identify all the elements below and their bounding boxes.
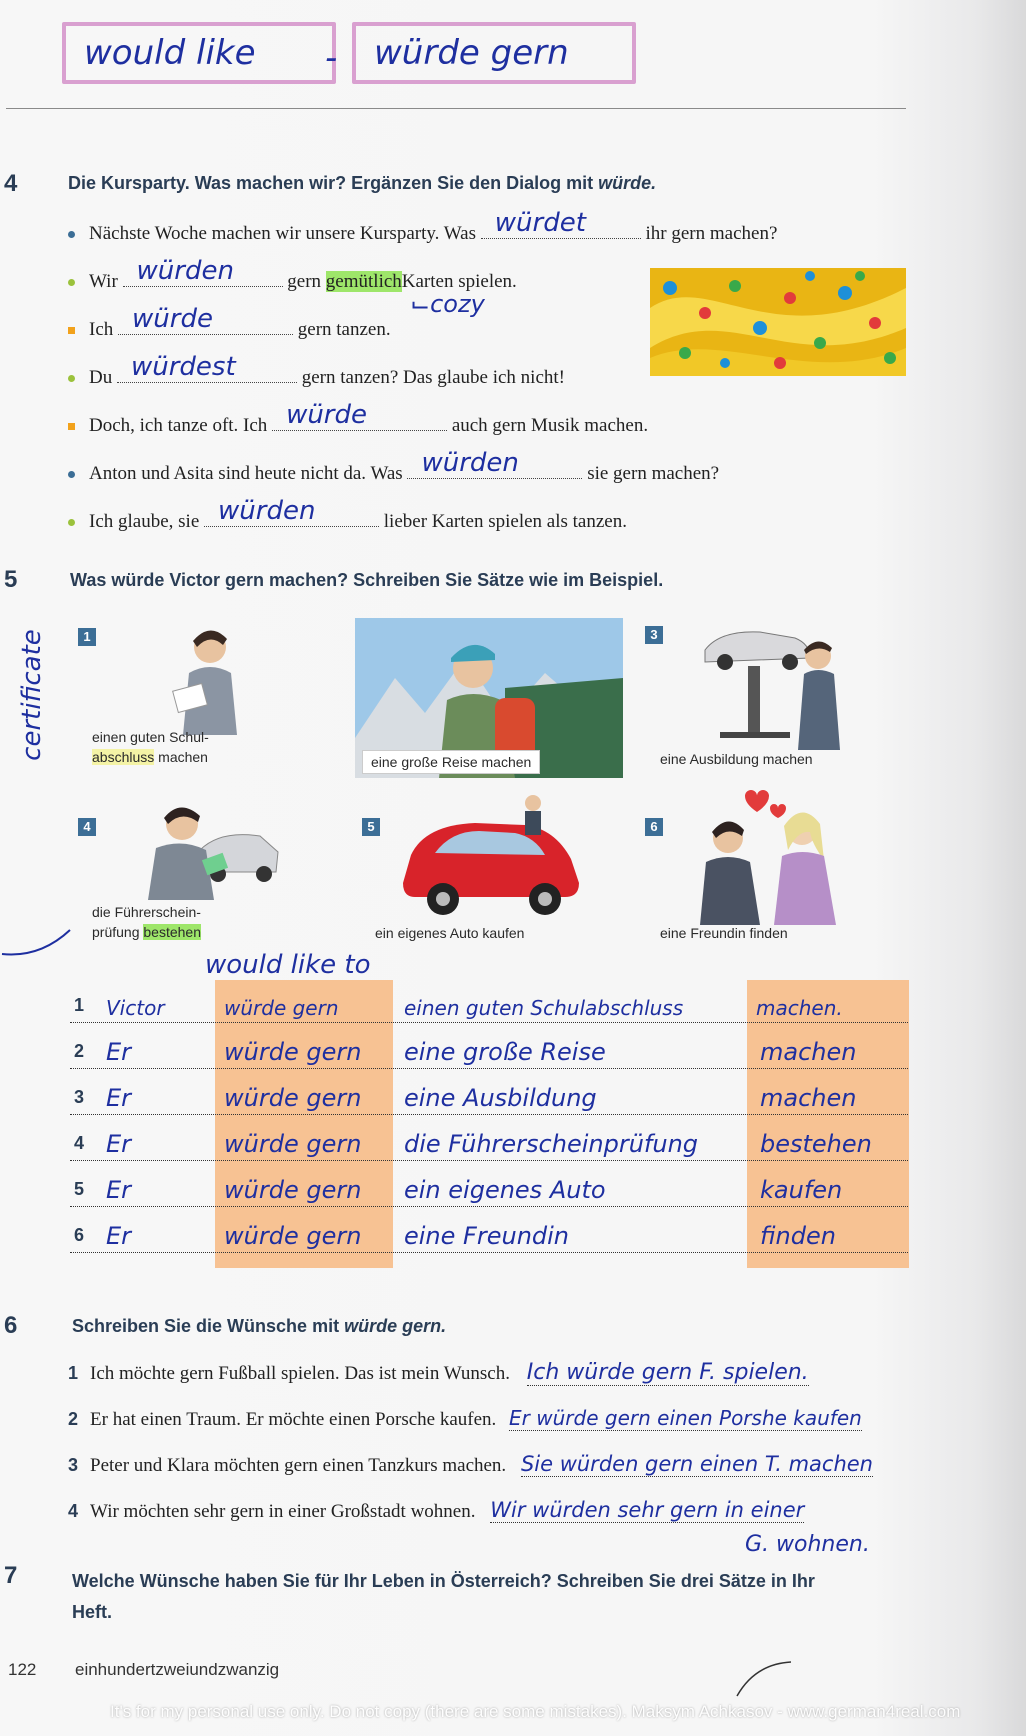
dialog-line-4: Du würdest gern tanzen? Das glaube ich nicht! bbox=[68, 362, 565, 389]
bullet-orange bbox=[68, 423, 75, 430]
bullet-green bbox=[68, 279, 75, 286]
title-right-box bbox=[352, 22, 636, 84]
dialog-line-7: Ich glaube, sie würden lieber Karten spielen als tanzen. bbox=[68, 506, 627, 533]
bullet-green bbox=[68, 375, 75, 382]
sentence-row-1: 1 Victor würde gern einen guten Schulabschluss machen. bbox=[70, 978, 908, 1023]
note-cozy: ⌙cozy bbox=[410, 290, 485, 318]
top-rule bbox=[6, 108, 906, 109]
picture-1-number: 1 bbox=[78, 628, 96, 646]
title-right: würde gern bbox=[374, 33, 569, 73]
exercise-7-title: Welche Wünsche haben Sie für Ihr Leben in Österreich? Schreiben Sie drei Sätze in Ihr Heft. bbox=[72, 1571, 815, 1622]
picture-3-caption: eine Ausbildung machen bbox=[660, 751, 813, 767]
mechanic-car-lift-illustration bbox=[700, 620, 850, 750]
exercise-7-number: 7 bbox=[4, 1562, 18, 1589]
title-dash: - bbox=[325, 38, 338, 78]
sentence-row-2: 2 Er würde gern eine große Reise machen bbox=[70, 1024, 908, 1069]
note-would-like-to: would like to bbox=[205, 950, 371, 980]
bullet-blue bbox=[68, 231, 75, 238]
page-number: 122 bbox=[8, 1660, 37, 1679]
blank-4[interactable]: würdest bbox=[117, 362, 297, 383]
exercise-4-number: 4 bbox=[4, 170, 18, 197]
driving-test-illustration bbox=[140, 800, 280, 900]
highlight-gemutlich: gemütlich bbox=[325, 271, 402, 292]
picture-5-number: 5 bbox=[362, 818, 380, 836]
title-left: would like bbox=[84, 33, 256, 73]
dialog-line-3: Ich würde gern tanzen. bbox=[68, 314, 391, 341]
wish-item-4: 4 Wir möchten sehr gern in einer Großstadt wohnen. Wir würden sehr gern in einer bbox=[68, 1498, 805, 1522]
picture-6-caption: eine Freundin finden bbox=[660, 925, 788, 941]
exercise-6-number: 6 bbox=[4, 1312, 18, 1339]
exercise-4-title: Die Kursparty. Was machen wir? Ergänzen Sie den Dialog mit würde. bbox=[68, 173, 657, 193]
sentence-row-5: 5 Er würde gern ein eigenes Auto kaufen bbox=[70, 1162, 908, 1207]
wish-item-2: 2 Er hat einen Traum. Er möchte einen Porsche kaufen. Er würde gern einen Porshe kaufen bbox=[68, 1406, 862, 1430]
blank-7[interactable]: würden bbox=[204, 506, 379, 527]
exercise-5-title: Was würde Victor gern machen? Schreiben Sie Sätze wie im Beispiel. bbox=[70, 570, 664, 590]
dialog-line-1: Nächste Woche machen wir unsere Kursparty. Was würdet ihr gern machen? bbox=[68, 218, 777, 245]
picture-6-number: 6 bbox=[645, 818, 663, 836]
sentence-row-4: 4 Er würde gern die Führerscheinprüfung bestehen bbox=[70, 1116, 908, 1161]
dialog-line-2: Wir würden gern gemütlichKarten spielen. bbox=[68, 266, 517, 293]
confetti-ribbons-svg bbox=[650, 268, 906, 376]
wish-item-1: 1 Ich möchte gern Fußball spielen. Das ist mein Wunsch. Ich würde gern F. spielen. bbox=[68, 1360, 809, 1385]
margin-note-certificate: certificate bbox=[16, 629, 47, 761]
title-left-box bbox=[62, 22, 336, 84]
blank-6[interactable]: würden bbox=[407, 458, 582, 479]
page-number-word: einhundertzweiundzwanzig bbox=[75, 1660, 280, 1679]
dialog-line-6: Anton und Asita sind heute nicht da. Was würden sie gern machen? bbox=[68, 458, 719, 485]
bullet-blue bbox=[68, 471, 75, 478]
blank-3[interactable]: würde bbox=[118, 314, 293, 335]
picture-1-caption: einen guten Schul- abschluss machen bbox=[92, 729, 209, 765]
watermark-text: It's for my personal use only. Do not copy (there are some mistakes). Maksym Achkasov - www.german4real.com bbox=[110, 1702, 961, 1721]
picture-5-caption: ein eigenes Auto kaufen bbox=[375, 925, 525, 941]
party-ribbons-image bbox=[650, 268, 906, 376]
bullet-green bbox=[68, 519, 75, 526]
blank-2[interactable]: würden bbox=[123, 266, 283, 287]
dialog-line-5: Doch, ich tanze oft. Ich würde auch gern Musik machen. bbox=[68, 410, 648, 437]
sentence-row-6: 6 Er würde gern eine Freundin finden bbox=[70, 1208, 908, 1253]
exercise-6-title: Schreiben Sie die Wünsche mit würde gern. bbox=[72, 1316, 447, 1336]
victor-reading-illustration bbox=[165, 625, 255, 735]
bullet-orange bbox=[68, 327, 75, 334]
couple-hearts-illustration bbox=[690, 790, 850, 925]
blank-1[interactable]: würdet bbox=[481, 218, 641, 239]
picture-2-caption: eine große Reise machen bbox=[362, 750, 540, 774]
picture-4-caption: die Führerschein- prüfung bestehen bbox=[92, 904, 201, 940]
picture-3-number: 3 bbox=[645, 626, 663, 644]
blank-5[interactable]: würde bbox=[272, 410, 447, 431]
exercise-5-number: 5 bbox=[4, 566, 18, 593]
pen-curve-mark bbox=[0, 928, 130, 978]
pen-stroke-mark bbox=[735, 1658, 795, 1698]
sentence-row-3: 3 Er würde gern eine Ausbildung machen bbox=[70, 1070, 908, 1115]
red-car-illustration bbox=[395, 795, 585, 920]
wish-item-3: 3 Peter und Klara möchten gern einen Tanzkurs machen. Sie würden gern einen T. machen bbox=[68, 1452, 873, 1476]
wish-item-4-answer-cont: G. wohnen. bbox=[745, 1532, 870, 1557]
picture-4-number: 4 bbox=[78, 818, 96, 836]
